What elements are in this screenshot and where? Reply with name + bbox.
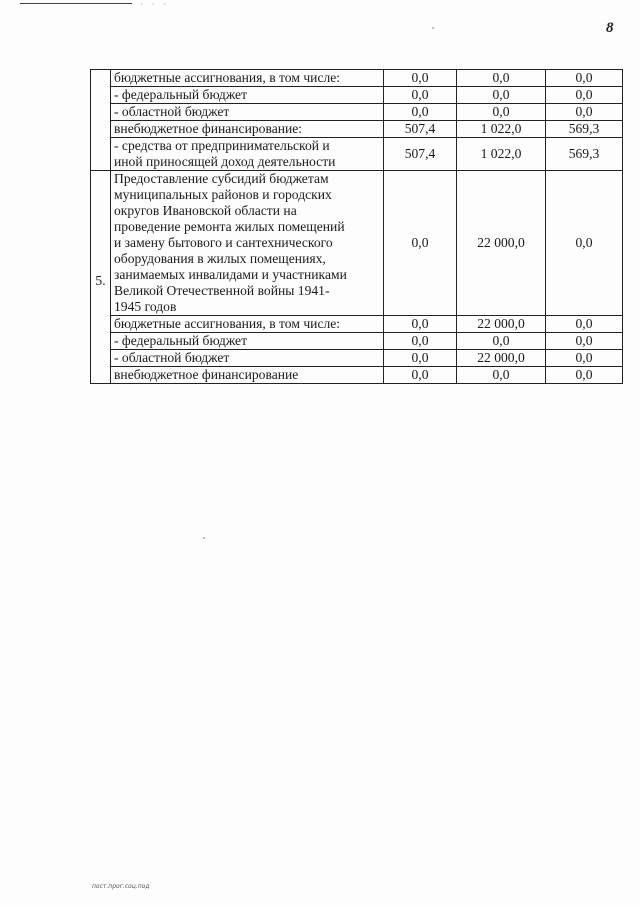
row-number-cell — [91, 171, 111, 384]
value-year-1: 0,0 — [384, 333, 457, 350]
table-row — [91, 121, 623, 138]
item-title-line: занимаемых инвалидами и участниками — [114, 267, 347, 282]
item-title — [111, 171, 384, 316]
table-row — [91, 367, 623, 384]
table-row — [91, 138, 623, 171]
page-number: 8 — [606, 20, 614, 36]
row-description: - областной бюджет — [111, 104, 384, 121]
value-year-3: 569,3 — [546, 121, 623, 138]
value-year-1: 0,0 — [384, 70, 457, 87]
value-year-3: 0,0 — [546, 350, 623, 367]
budget-table — [90, 69, 623, 384]
value-year-1: 507,4 — [384, 121, 457, 138]
table-row-item-5 — [91, 171, 623, 316]
value-year-2: 0,0 — [457, 333, 546, 350]
value-year-1: 0,0 — [384, 87, 457, 104]
value-year-3: 0,0 — [546, 70, 623, 87]
row-description: внебюджетное финансирование — [111, 367, 384, 384]
row-description: - областной бюджет — [111, 350, 384, 367]
item-title-line: муниципальных районов и городских — [114, 187, 332, 202]
item-title-line: оборудования в жилых помещениях, — [114, 251, 326, 266]
value-year-2: 1 022,0 — [457, 138, 546, 171]
footer-file-code: пост.прог.соц.под — [92, 883, 150, 890]
value-year-3: 0,0 — [546, 333, 623, 350]
value-year-2: 0,0 — [457, 367, 546, 384]
value-year-2: 22 000,0 — [457, 350, 546, 367]
row-description — [111, 138, 384, 171]
row-description-line: - средства от предпринимательской и — [114, 138, 330, 153]
value-year-2: 22 000,0 — [457, 316, 546, 333]
item-number: 5. — [95, 273, 106, 288]
table-row — [91, 316, 623, 333]
scan-speck — [432, 27, 434, 29]
top-rule — [20, 3, 132, 4]
row-number-cell — [91, 70, 111, 171]
row-description: - федеральный бюджет — [111, 333, 384, 350]
value-year-1: 507,4 — [384, 138, 457, 171]
table-row — [91, 104, 623, 121]
value-year-2: 22 000,0 — [457, 171, 546, 316]
row-description: - федеральный бюджет — [111, 87, 384, 104]
item-title-line: Предоставление субсидий бюджетам — [114, 171, 329, 186]
value-year-2: 0,0 — [457, 87, 546, 104]
value-year-1: 0,0 — [384, 171, 457, 316]
row-description: бюджетные ассигнования, в том числе: — [111, 316, 384, 333]
value-year-3: 0,0 — [546, 367, 623, 384]
item-title-line: 1945 годов — [114, 299, 177, 314]
item-title-line: проведение ремонта жилых помещений — [114, 219, 345, 234]
value-year-3: 0,0 — [546, 104, 623, 121]
table-row — [91, 87, 623, 104]
item-title-line: округов Ивановской области на — [114, 203, 297, 218]
table-row — [91, 350, 623, 367]
value-year-3: 0,0 — [546, 171, 623, 316]
value-year-1: 0,0 — [384, 350, 457, 367]
value-year-1: 0,0 — [384, 367, 457, 384]
row-description-line: иной приносящей доход деятельности — [114, 154, 336, 169]
value-year-2: 0,0 — [457, 70, 546, 87]
scan-speck — [203, 537, 205, 539]
value-year-1: 0,0 — [384, 316, 457, 333]
value-year-3: 0,0 — [546, 316, 623, 333]
value-year-3: 0,0 — [546, 87, 623, 104]
item-title-line: Великой Отечественной войны 1941- — [114, 283, 330, 298]
item-title-line: и замену бытового и сантехнического — [114, 235, 333, 250]
scan-marks: · · · — [140, 0, 170, 10]
value-year-1: 0,0 — [384, 104, 457, 121]
row-description: внебюджетное финансирование: — [111, 121, 384, 138]
value-year-3: 569,3 — [546, 138, 623, 171]
value-year-2: 0,0 — [457, 104, 546, 121]
row-description: бюджетные ассигнования, в том числе: — [111, 70, 384, 87]
table-row — [91, 70, 623, 87]
table-row — [91, 333, 623, 350]
value-year-2: 1 022,0 — [457, 121, 546, 138]
